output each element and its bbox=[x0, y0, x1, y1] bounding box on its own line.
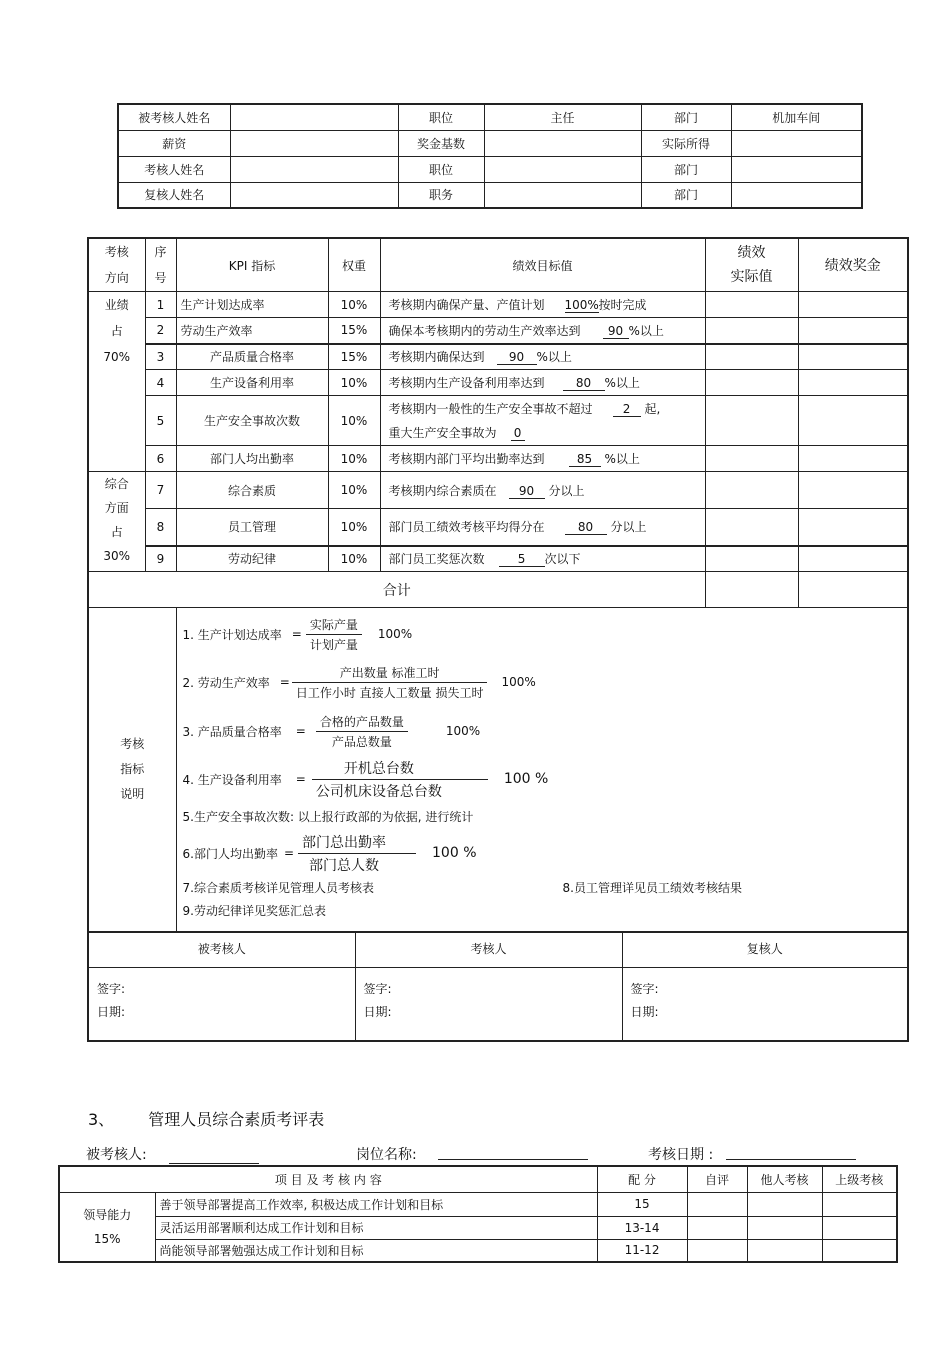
bonus-header: 绩效奖金 bbox=[798, 238, 908, 292]
formula-equipment-rate: 4. 生产设备利用率 = $\frac{\text{开机总台数}}{\text{公司机床设备总台数}}$ 100 % bbox=[183, 754, 902, 804]
row-bonus bbox=[798, 344, 908, 370]
quality-row-self[interactable] bbox=[687, 1216, 747, 1239]
row-bonus bbox=[798, 396, 908, 446]
examiner-name-value bbox=[230, 156, 398, 182]
row-no: 4 bbox=[145, 370, 176, 396]
row-target: 考核期内部门平均出勤率达到 85 %以上 bbox=[380, 446, 705, 472]
examinee-sign-header: 被考核人 bbox=[88, 932, 355, 968]
examinee-label: 被考核人: bbox=[86, 1147, 147, 1163]
examinee-name-value bbox=[230, 104, 398, 130]
quality-row-peer[interactable] bbox=[747, 1239, 822, 1262]
header-info-table bbox=[117, 103, 863, 209]
quality-row-self[interactable] bbox=[687, 1192, 747, 1216]
row-actual bbox=[705, 546, 798, 572]
total-label: 合计 bbox=[88, 572, 705, 608]
row-kpi-name: 生产设备利用率 bbox=[176, 370, 328, 396]
row-actual bbox=[705, 396, 798, 446]
quality-table bbox=[58, 1165, 898, 1263]
target-header: 绩效目标值 bbox=[380, 238, 705, 292]
direction-header: 考核 方向 bbox=[88, 238, 145, 292]
row-bonus bbox=[798, 292, 908, 318]
row-target: 部门员工绩效考核平均得分在 80 分以上 bbox=[380, 509, 705, 546]
examiner-sign-header: 考核人 bbox=[355, 932, 622, 968]
row-actual bbox=[705, 344, 798, 370]
reviewer-sign-cell: 签字: 日期: bbox=[622, 968, 908, 1042]
position-value: 主任 bbox=[484, 104, 641, 130]
reviewer-duty-label: 职务 bbox=[398, 182, 484, 208]
quality-row-peer[interactable] bbox=[747, 1216, 822, 1239]
row-no: 3 bbox=[145, 344, 176, 370]
row-actual bbox=[705, 370, 798, 396]
superior-eval-header: 上级考核 bbox=[822, 1166, 897, 1192]
formula-plan-rate: 1. 生产计划达成率 = $\frac{\text{实际产量}}{\text{计划产量}}$ 100% bbox=[182, 617, 413, 652]
reviewer-duty-value bbox=[484, 182, 641, 208]
position-label: 职位 bbox=[398, 104, 484, 130]
examiner-department-label: 部门 bbox=[641, 156, 731, 182]
content-header: 项 目 及 考 核 内 容 bbox=[59, 1166, 597, 1192]
examiner-position-value bbox=[484, 156, 641, 182]
formula-attendance-rate: 6.部门人均出勤率 = $\frac{\text{部门总出勤率}}{\text{部门总人数}}$ 100 % bbox=[183, 830, 902, 876]
kpi-table bbox=[87, 237, 909, 933]
actual-income-label: 实际所得 bbox=[641, 130, 731, 156]
comprehensive-group: 综合 方面 占 30% bbox=[88, 472, 145, 572]
row-no: 1 bbox=[145, 292, 176, 318]
row-target: 部门员工奖惩次数 5 次以下 bbox=[380, 546, 705, 572]
row-target: 考核期内确保达到 90 %以上 bbox=[380, 344, 705, 370]
quality-row-superior[interactable] bbox=[822, 1239, 897, 1262]
row-bonus bbox=[798, 318, 908, 344]
row-actual bbox=[705, 472, 798, 509]
department-label: 部门 bbox=[641, 104, 731, 130]
position-name-input[interactable] bbox=[438, 1144, 588, 1160]
quality-row-content: 尚能领导部署勉强达成工作计划和目标 bbox=[155, 1239, 597, 1262]
department-value: 机加车间 bbox=[731, 104, 862, 130]
performance-group: 业绩 占 70% bbox=[88, 292, 145, 472]
quality-row-content: 善于领导部署提高工作效率, 积极达成工作计划和目标 bbox=[155, 1192, 597, 1216]
row-no: 6 bbox=[145, 446, 176, 472]
reviewer-department-label: 部门 bbox=[641, 182, 731, 208]
formula-safety-count: 5.生产安全事故次数: 以上报行政部的为依据, 进行统计 bbox=[182, 810, 474, 824]
examinee-sign-cell: 签字: 日期: bbox=[88, 968, 355, 1042]
row-kpi-name: 劳动纪律 bbox=[176, 546, 328, 572]
explain-label: 考核 指标 说明 bbox=[88, 608, 176, 932]
row-target: 确保本考核期内的劳动生产效率达到 90 %以上 bbox=[380, 318, 705, 344]
actual-header: 绩效 实际值 bbox=[705, 238, 798, 292]
quality-row-score: 15 bbox=[597, 1192, 687, 1216]
bonus-base-label: 奖金基数 bbox=[398, 130, 484, 156]
row-weight: 10% bbox=[328, 292, 380, 318]
actual-income-value bbox=[731, 130, 862, 156]
examiner-department-value bbox=[731, 156, 862, 182]
row-target: 考核期内一般性的生产安全事故不超过 2 起, 重大生产安全事故为 0 bbox=[380, 396, 705, 446]
row-actual bbox=[705, 509, 798, 546]
row-no: 8 bbox=[145, 509, 176, 546]
exam-date-label: 考核日期 : bbox=[648, 1147, 714, 1163]
row-target: 考核期内综合素质在 90 分以上 bbox=[380, 472, 705, 509]
quality-row-peer[interactable] bbox=[747, 1192, 822, 1216]
score-header: 配 分 bbox=[597, 1166, 687, 1192]
reviewer-name-value bbox=[230, 182, 398, 208]
row-kpi-name: 综合素质 bbox=[176, 472, 328, 509]
row-target: 考核期内生产设备利用率达到 80 %以上 bbox=[380, 370, 705, 396]
row-kpi-name: 部门人均出勤率 bbox=[176, 446, 328, 472]
quality-row-score: 11-12 bbox=[597, 1239, 687, 1262]
row-weight: 10% bbox=[328, 472, 380, 509]
examinee-input[interactable] bbox=[169, 1148, 259, 1164]
row-no: 9 bbox=[145, 546, 176, 572]
row-no: 2 bbox=[145, 318, 176, 344]
quality-row-score: 13-14 bbox=[597, 1216, 687, 1239]
row-bonus bbox=[798, 509, 908, 546]
total-actual bbox=[705, 572, 798, 608]
row-no: 7 bbox=[145, 472, 176, 509]
examinee-name-label: 被考核人姓名 bbox=[118, 104, 230, 130]
signature-table bbox=[87, 931, 909, 1042]
row-weight: 10% bbox=[328, 370, 380, 396]
row-no: 5 bbox=[145, 396, 176, 446]
examiner-sign-cell: 签字: 日期: bbox=[355, 968, 622, 1042]
explain-content bbox=[176, 608, 908, 932]
row-bonus bbox=[798, 546, 908, 572]
bonus-base-value bbox=[484, 130, 641, 156]
quality-row-superior[interactable] bbox=[822, 1216, 897, 1239]
formula-labor-efficiency: 2. 劳动生产效率 = $\frac{\text{产出数量 标准工时}}{\text{日工作小时 直接人工数量 损失工时}}$ 100% bbox=[182, 665, 536, 700]
reviewer-department-value bbox=[731, 182, 862, 208]
reviewer-name-label: 复核人姓名 bbox=[118, 182, 230, 208]
row-target: 考核期内确保产量、产值计划 100%按时完成 bbox=[380, 292, 705, 318]
row-weight: 10% bbox=[328, 446, 380, 472]
formula-quality-rate: 3. 产品质量合格率 = $\frac{\text{合格的产品数量}}{\text{产品总数量}}$ 100% bbox=[182, 714, 481, 749]
quality-row-superior[interactable] bbox=[822, 1192, 897, 1216]
kpi-header: KPI 指标 bbox=[176, 238, 328, 292]
row-kpi-name: 员工管理 bbox=[176, 509, 328, 546]
quality-row-content: 灵活运用部署顺利达成工作计划和目标 bbox=[155, 1216, 597, 1239]
explain-note-9: 9.劳动纪律详见奖惩汇总表 bbox=[182, 904, 326, 918]
examiner-position-label: 职位 bbox=[398, 156, 484, 182]
examiner-name-label: 考核人姓名 bbox=[118, 156, 230, 182]
row-kpi-name: 产品质量合格率 bbox=[176, 344, 328, 370]
section3-fields bbox=[86, 1144, 866, 1164]
quality-row-self[interactable] bbox=[687, 1239, 747, 1262]
row-bonus bbox=[798, 472, 908, 509]
position-name-label: 岗位名称: bbox=[356, 1147, 417, 1163]
row-kpi-name: 劳动生产效率 bbox=[176, 318, 328, 344]
weight-header: 权重 bbox=[328, 238, 380, 292]
self-eval-header: 自评 bbox=[687, 1166, 747, 1192]
reviewer-sign-header: 复核人 bbox=[622, 932, 908, 968]
row-bonus bbox=[798, 370, 908, 396]
row-bonus bbox=[798, 446, 908, 472]
salary-label: 薪资 bbox=[118, 130, 230, 156]
row-kpi-name: 生产计划达成率 bbox=[176, 292, 328, 318]
row-weight: 10% bbox=[328, 509, 380, 546]
explain-notes-7-8: 7.综合素质考核详见管理人员考核表 8.员工管理详见员工绩效考核结果 bbox=[182, 881, 742, 895]
row-weight: 10% bbox=[328, 396, 380, 446]
section3-title: 3、 管理人员综合素质考评表 bbox=[88, 1110, 325, 1129]
seq-header: 序 号 bbox=[145, 238, 176, 292]
peer-eval-header: 他人考核 bbox=[747, 1166, 822, 1192]
row-kpi-name: 生产安全事故次数 bbox=[176, 396, 328, 446]
total-bonus bbox=[798, 572, 908, 608]
row-actual bbox=[705, 446, 798, 472]
row-weight: 10% bbox=[328, 546, 380, 572]
row-actual bbox=[705, 318, 798, 344]
row-weight: 15% bbox=[328, 318, 380, 344]
exam-date-input[interactable] bbox=[726, 1144, 856, 1160]
leadership-group: 领导能力 15% bbox=[59, 1192, 155, 1262]
salary-value bbox=[230, 130, 398, 156]
row-weight: 15% bbox=[328, 344, 380, 370]
row-actual bbox=[705, 292, 798, 318]
